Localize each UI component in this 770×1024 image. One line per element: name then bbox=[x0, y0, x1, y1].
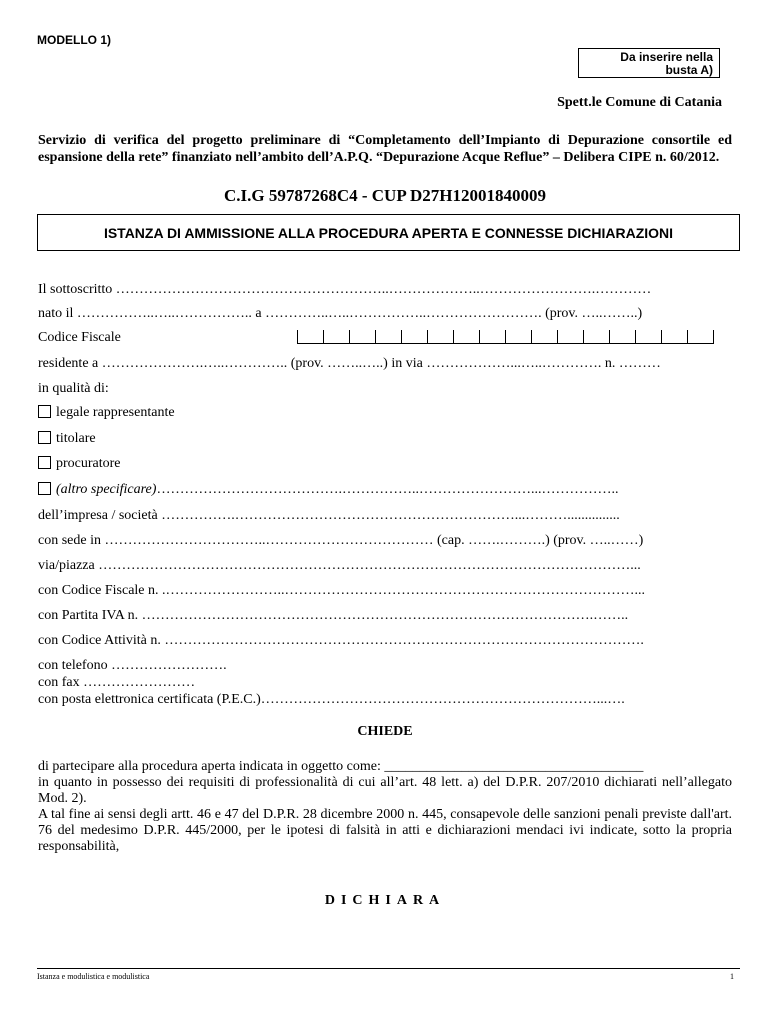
cig-cup-codes: C.I.G 59787268C4 - CUP D27H12001840009 bbox=[223, 186, 547, 205]
cf-cell[interactable] bbox=[376, 330, 402, 344]
option-altro-dots[interactable]: ………………………………….……………..……………………...…………….. bbox=[156, 482, 619, 497]
option-altro-label: (altro specificare) bbox=[56, 482, 157, 497]
option-titolare[interactable] bbox=[38, 431, 96, 447]
field-sede[interactable]: con sede in ……………………………..……………………………… (cap. …….……….) (prov. …..……) bbox=[38, 533, 644, 548]
chiede-heading: CHIEDE bbox=[357, 724, 413, 739]
option-legale-label: legale rappresentante bbox=[56, 405, 175, 420]
option-legale[interactable] bbox=[38, 405, 175, 421]
recipient: Spett.le Comune di Catania bbox=[557, 95, 722, 110]
envelope-note-box bbox=[578, 48, 720, 78]
checkbox-altro[interactable] bbox=[38, 482, 51, 495]
cf-cell[interactable] bbox=[298, 330, 324, 344]
field-codice-attivita[interactable]: con Codice Attività n. …………………………………………………………………………………………. bbox=[38, 633, 644, 648]
body-dichiarazioni: A tal fine ai sensi degli artt. 46 e 47 del D.P.R. 28 dicembre 2000 n. 445, consapevole delle sanzioni penali previste dall'art. 76 del medesimo D.P.R. 445/2000, per le ipotesi di falsità in atti e dichiarazioni mendaci ivi indicate, sotto la propria responsabilità, bbox=[38, 807, 732, 854]
option-procuratore[interactable] bbox=[38, 456, 121, 472]
field-fax[interactable]: con fax …………………… bbox=[38, 675, 196, 690]
option-titolare-label: titolare bbox=[56, 431, 96, 446]
body-participation[interactable]: di partecipare alla procedura aperta indicata in oggetto come: _____________________________________ bbox=[38, 759, 644, 774]
form-title-box bbox=[37, 214, 740, 251]
cf-cell[interactable] bbox=[610, 330, 636, 344]
subject-paragraph: Servizio di verifica del progetto preliminare di “Completamento dell’Impianto di Depurazione consortile ed espansione della rete” finanziato nell’ambito dell’A.P.Q. “Depurazione Acque Reflue” – Delibera CIPE n. 60/2012. bbox=[38, 133, 732, 165]
model-label: MODELLO 1) bbox=[37, 33, 111, 47]
field-impresa[interactable]: dell’impresa / società …………….……………………………………………………...………............... bbox=[38, 508, 620, 523]
cf-cell[interactable] bbox=[324, 330, 350, 344]
field-via[interactable]: via/piazza ……………………………………………………………………………………………………... bbox=[38, 558, 641, 573]
cf-cell[interactable] bbox=[532, 330, 558, 344]
body-requisiti: in quanto in possesso dei requisiti di professionalità di cui all’art. 48 lett. a) del D.P.R. 207/2010 dichiarati nell’allegato Mod. 2). bbox=[38, 775, 732, 806]
cf-cell[interactable] bbox=[454, 330, 480, 344]
cf-cell[interactable] bbox=[662, 330, 688, 344]
codice-fiscale-grid[interactable] bbox=[297, 330, 714, 344]
checkbox-legale[interactable] bbox=[38, 405, 51, 418]
cf-cell[interactable] bbox=[688, 330, 714, 344]
envelope-note-line1: Da inserire nella bbox=[620, 50, 713, 64]
field-codice-fiscale-label: Codice Fiscale bbox=[38, 330, 121, 345]
form-title: ISTANZA DI AMMISSIONE ALLA PROCEDURA APERTA E CONNESSE DICHIARAZIONI bbox=[103, 224, 674, 241]
field-nato[interactable]: nato il ……………..…..…………….. a …………..…..……………..……………………. (prov. …..……..) bbox=[38, 306, 643, 321]
cf-cell[interactable] bbox=[584, 330, 610, 344]
checkbox-titolare[interactable] bbox=[38, 431, 51, 444]
field-residente[interactable]: residente a ………………….…..………….. (prov. ……..…..) in via ………………...…..…………. n. ……… bbox=[38, 356, 661, 371]
cf-cell[interactable] bbox=[428, 330, 454, 344]
field-telefono[interactable]: con telefono ……………………. bbox=[38, 658, 227, 673]
cf-cell[interactable] bbox=[558, 330, 584, 344]
field-pec[interactable]: con posta elettronica certificata (P.E.C.)………………………………………………………………...…. bbox=[38, 692, 625, 707]
option-procuratore-label: procuratore bbox=[56, 456, 121, 471]
footer-divider bbox=[37, 968, 740, 969]
cf-cell[interactable] bbox=[402, 330, 428, 344]
cf-cell[interactable] bbox=[636, 330, 662, 344]
footer-label: Istanza e modulistica e modulistica bbox=[37, 972, 150, 981]
field-partita-iva[interactable]: con Partita IVA n. …………………………………………………………………………………….…….. bbox=[38, 608, 629, 623]
cf-cell[interactable] bbox=[506, 330, 532, 344]
option-altro[interactable] bbox=[38, 482, 618, 498]
field-sottoscritto[interactable]: Il sottoscritto …………………………………………………..………………..…………………….………… bbox=[38, 282, 652, 297]
page-number: 1 bbox=[730, 972, 734, 981]
qualita-label: in qualità di: bbox=[38, 381, 109, 396]
dichiara-heading: DICHIARA bbox=[324, 893, 446, 908]
cf-cell[interactable] bbox=[480, 330, 506, 344]
envelope-note-line2: busta A) bbox=[665, 63, 713, 77]
field-codice-fiscale-impresa[interactable]: con Codice Fiscale n. .……………………..…………………………………………………………………... bbox=[38, 583, 646, 598]
checkbox-procuratore[interactable] bbox=[38, 456, 51, 469]
cf-cell[interactable] bbox=[350, 330, 376, 344]
